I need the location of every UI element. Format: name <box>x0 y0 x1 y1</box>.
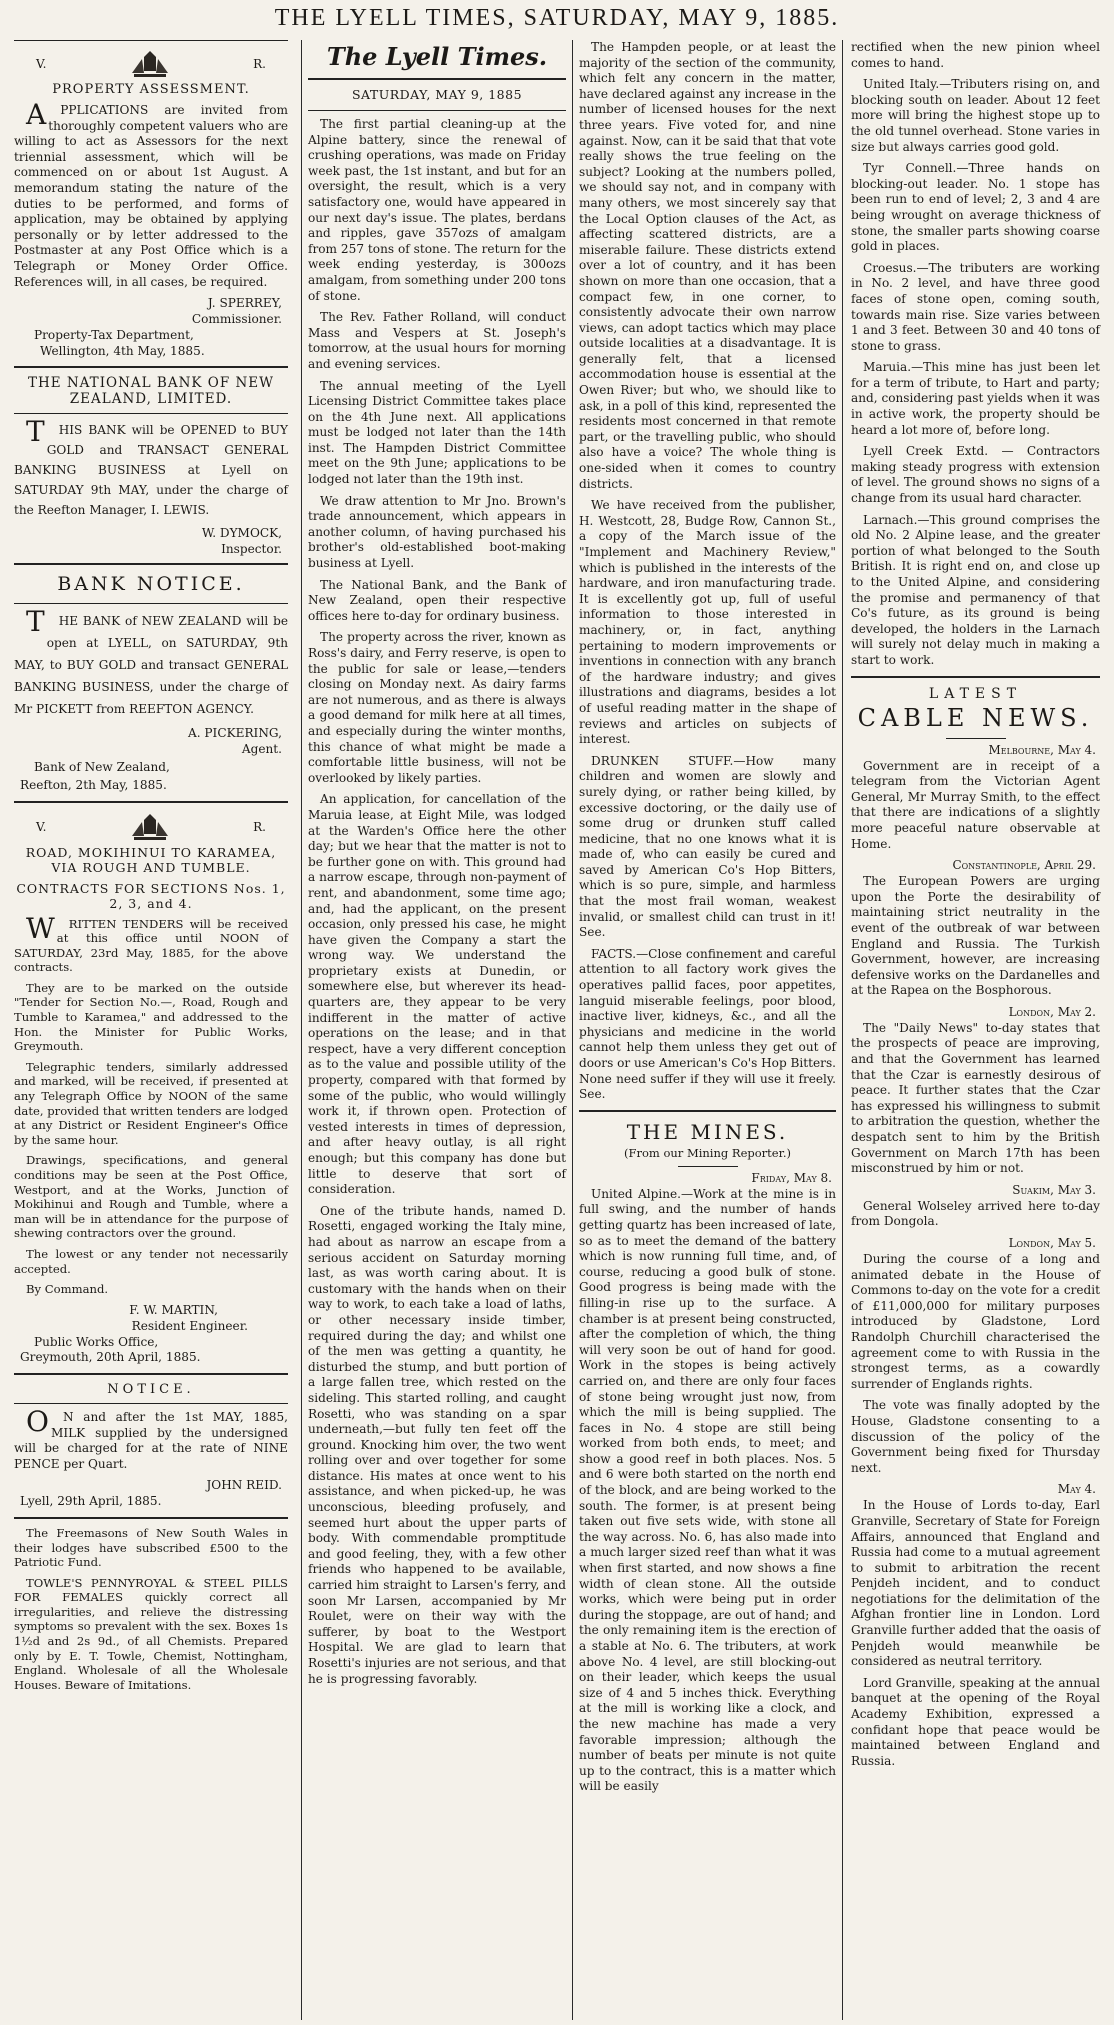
divider <box>14 1517 288 1519</box>
mines-heading: THE MINES. <box>626 1119 789 1144</box>
towle-advertisement: TOWLE'S PENNYROYAL & STEEL PILLS FOR FEMALES quickly correct all irregularities, and relieve the distressing symptoms so prevalent with the sex. Boxes 1s 1½d and 2s 9d., of all Chemists. Prepared only by E. T. Towle, Chemist, Nottingham, England. Wholesale of all the Wholesale Houses. Beware of Imitations. <box>14 1575 288 1692</box>
cable-london-vote: The vote was finally adopted by the House, Gladstone consenting to a discussion of the policy of the Government being fixed for Thursday next. <box>851 1398 1100 1475</box>
news-item-licensing: The annual meeting of the Lyell Licensing District Committee takes place on the 4th June next. All applications must be lodged not later than the 14th inst. The Hampden District Committee meet on the 9th June; applications to be lodged not later than the 19th inst. <box>308 378 566 487</box>
nbnz-signer-title: Inspector. <box>221 542 282 557</box>
news-item-alpine: The first partial cleaning-up at the Alpine battery, since the renewal of crushing operations, was made on Friday week past, the 1st instant, and but for an oversight, the result, which is a very satisfactory one, would have appeared in our next day's issue. The plates, berdans and ripples, gave 357ozs of amalgam from 257 tons of stone. The return for the week ending yesterday, is 300ozs amalgam, from something under 200 tons of stone. <box>308 117 566 303</box>
cable-news-heading: CABLE NEWS. <box>857 703 1094 732</box>
mines-croesus: Croesus.—The tributers are working in No. 2 level, and have three good faces of stone open, coming south, towards main rise. Size varies between 1 and 3 feet. Between 30 and 40 tons of stone to grass. <box>851 260 1100 353</box>
news-item-hampden: The Hampden people, or at least the majority of the section of the community, which felt any concern in the matter, have declared against any increase in the number of licensed houses for the next three years. Five voted for, and nine against. Now, can it be said that that vote really shows the true feeling on the subject? Looking at the numbers polled, we should say not, and in company with many others, we most sincerely say that the Local Option clauses of the Act, as affecting scattered districts, are a miserable failure. These districts extend over a lot of country, and it has been shown on more than one occasion, that a compact few, in one corner, to consistently advocate their own narrow views, can adopt tactics which may place outside localities at a disadvantage. It is generally felt, that a licensed accommodation house is essential at the Owen River; but who, we should like to ask, in a poll of this kind, represented the residents most concerned in that remote part, or the travelling public, who should also have a voice? The whole thing is one-sided when it comes to country districts. <box>579 40 836 491</box>
cable-date-suakim: Suakim, May 3. <box>1012 1182 1096 1197</box>
advert-facts: FACTS.—Close confinement and careful attention to all factory work gives the operatives pallid faces, poor appetites, languid miserable feelings, poor blood, inactive liver, kidneys, &c., and all the physicians and medicine in the world cannot help them unless they get out of doors or use American's Co's Hop Bitters. None need suffer if they will use it freely. See. <box>579 946 836 1102</box>
divider <box>678 1166 738 1167</box>
cable-date-constantinople: Constantinople, April 29. <box>952 858 1096 873</box>
property-date: Wellington, 4th May, 1885. <box>40 343 205 358</box>
column-news <box>572 40 842 2020</box>
notice-date: Lyell, 29th April, 1885. <box>20 1494 162 1509</box>
paper-title: The Lyell Times. <box>326 42 548 71</box>
cable-date-melbourne: Melbourne, May 4. <box>988 742 1096 757</box>
bank-notice-body: THE BANK of NEW ZEALAND will be open at LYELL, on SATURDAY, 9th MAY, to BUY GOLD and transact GENERAL BANKING BUSINESS, under the charge of Mr PICKETT from REEFTON AGENCY. <box>14 605 288 717</box>
road-p6: By Command. <box>26 1282 109 1297</box>
road-office: Public Works Office, <box>34 1334 159 1349</box>
property-assessment-body: APPLICATIONS are invited from thoroughly competent valuers who are willing to act as Assessors for the next triennial assessment, which will be commenced on or about 1st August. A memorandum stating the nature of the duties to be performed, and forms of application, may be obtained by applying personally or by letter addressed to the Postmaster at any Post Office which is a Telegraph or Money Order Office. References will, in all cases, be required. <box>14 98 288 289</box>
road-contracts: CONTRACTS FOR SECTIONS Nos. 1, 2, 3, and 4. <box>16 880 286 911</box>
divider <box>14 366 288 368</box>
vr-r: R. <box>253 819 266 834</box>
cable-lords: In the House of Lords to-day, Earl Granville, Secretary of State for Foreign Affairs, announced that England and Russia had come to a mutual agreement to submit to arbitration the recent Penjdeh incident, and to conduct negotiations for the delimitation of the Afghan frontier line in London. Lord Granville further added that the oasis of Penjdeh would meanwhile be considered as neutral territory. <box>851 1498 1100 1669</box>
notice-body: ON and after the 1st MAY, 1885, MILK supplied by the undersigned will be charged for at the rate of NINE PENCE per Quart. <box>14 1404 288 1471</box>
nbnz-signer: W. DYMOCK, <box>201 526 282 541</box>
property-assessment-heading: PROPERTY ASSESSMENT. <box>52 82 250 97</box>
cable-date-london-may5: London, May 5. <box>1008 1236 1096 1250</box>
mines-continued: rectified when the new pinion wheel comes to hand. <box>851 40 1100 70</box>
mines-larnach: Larnach.—This ground comprises the old No. 2 Alpine lease, and the greater portion of what belonged to the South British. It is right end on, and close up to the United Alpine, and considering the promise and permanency of that Co's future, as its ground is being developed, the holders in the Larnach will surely not delay much in making a start to work. <box>851 512 1100 667</box>
road-p3: Telegraphic tenders, similarly addressed and marked, will be received, if presented at any Telegraph Office by NOON of the same date, provided that written tenders are lodged at any District or Resident Engineer's Office by the same hour. <box>14 1059 288 1147</box>
vr-r: R. <box>253 57 266 71</box>
mines-united-italy: United Italy.—Tributers rising on, and blocking south on leader. About 12 feet more will bring the highest stope up to the old tunnel overhead. Stone varies in size but always carries good gold. <box>851 77 1100 154</box>
nbnz-heading: THE NATIONAL BANK OF NEW ZEALAND, LIMITED. <box>27 375 275 408</box>
road-date: Greymouth, 20th April, 1885. <box>20 1350 201 1365</box>
advert-drunken-stuff: DRUNKEN STUFF.—How many children and women are slowly and surely dying, or rather being killed, by excessive doctoring, or the daily use of some drug or drunken stuff called medicine, that no one knows what it is made of, who can easily be cured and saved by American Co's Hop Bitters, which is so pure, simple, and harmless that the most frail woman, weakest invalid, or smallest child can trust in it! See. <box>579 753 836 940</box>
divider <box>14 413 288 414</box>
mines-subheading: (From our Mining Reporter.) <box>624 1145 791 1160</box>
divider <box>308 110 566 111</box>
divider <box>14 1403 288 1404</box>
road-signer: F. W. MARTIN, <box>129 1302 218 1317</box>
mines-united-alpine: United Alpine.—Work at the mine is in full swing, and the number of hands getting quartz has been increased of late, so as to meet the demand of the battery which is now running full time, and, of course, reducing a good bulk of stone. Good progress is being made with the filling-in rise up to the surface. A chamber is at present being constructed, after the completion of which, the thing will very soon be out of hand for good. Work in the stopes is being actively carried on, and there are only four faces of stone being wrought just now, from which the mill is being supplied. The faces in No. 4 stope are still being worked from both ends, to meet; and show a good reef in both places. Nos. 5 and 6 were both started on the north end of the block, and are being worked to the south. The former, is at present being taken out five sets wide, with stone all the way across. No. 6, has also made into a much larger sized reef than what it was when first started, and now shows a fine width of clean stone. All the outside works, which were being put in order during the stoppage, are out of hand; and the only remaining item is the erection of a stable at No. 6. The tributers, at work above No. 4 level, are still blocking-out on their leader, which keeps the usual size of 4 and 5 inches thick. Everything at the mill is working like a clock, and the new machine has made a very favorable impression; although the number of beats per minute is not quite up to the contract, this is a matter which will be easily <box>579 1186 836 1794</box>
bank-notice-signer-title: Agent. <box>241 742 282 757</box>
road-p2: They are to be marked on the outside "Tender for Section No.—, Road, Rough and Tumble to Karamea," and addressed to the Hon. the Minister for Public Works, Greymouth. <box>14 980 288 1054</box>
road-p4: Drawings, specifications, and general conditions may be seen at the Post Office, Westport, and at the Works, Junction of Mokihinui and Rough and Tumble, where a man will be in attendance for the purpose of shewing contractors over the ground. <box>14 1153 288 1241</box>
divider <box>14 603 288 604</box>
mines-lyell-creek: Lyell Creek Extd. — Contractors making steady progress with extension of level. The ground shows no signs of a change from its usual hard character. <box>851 444 1100 506</box>
road-p5: The lowest or any tender not necessarily accepted. <box>14 1246 288 1276</box>
freemasons-paragraph: The Freemasons of New South Wales in their lodges have subscribed £500 to the Patriotic Fund. <box>14 1525 288 1570</box>
divider <box>851 676 1100 678</box>
cable-suakim: General Wolseley arrived here to-day from Dongola. <box>851 1198 1100 1229</box>
road-p1: WRITTEN TENDERS will be received at this office until NOON of SATURDAY, 23rd May, 1885, for the above contracts. <box>14 911 288 975</box>
mines-maruia: Maruia.—This mine has just been let for a term of tribute, to Hart and party; and, considering past yields when it was in active work, the property should be heard a lot more of, before long. <box>851 360 1100 437</box>
news-item-dairy: The property across the river, known as Ross's dairy, and Ferry reserve, is open to the public for sale or lease,—tenders closing on Monday next. As dairy farms are not numerous, and as there is always a good demand for milk here at all times, and especially during the winter months, this chance of what might be made a comfortable little business, will not be overlooked by likely parties. <box>308 630 566 785</box>
bank-notice-bank: Bank of New Zealand, <box>34 760 170 775</box>
cable-date-london-may2: London, May 2. <box>1008 1004 1096 1019</box>
news-item-rosetti: One of the tribute hands, named D. Rosetti, engaged working the Italy mine, had about as narrow an escape from a serious accident on Saturday morning last, as was worth caring about. It is customary with the hands when on their way to work, to each take a load of laths, or other necessary inside timber, required during the day; and whilst one of the men was getting a quantity, he disturbed the stump, and butt portion of a large fallen tree, which rested on the sideling. This started rolling, and caught Rosetti, who was standing on a spar underneath,—but fully ten feet off the ground. Knocking him over, the two went rolling over and over together for some distance. His mates at once went to his assistance, and when picked-up, he was unconscious, bleeding profusely, and seemed hurt about the upper parts of body. With commendable promptitude and good feeling, they, with a few other friends who happened to be available, carried him straight to Larsen's ferry, and soon Mr Larsen, accompanied by Mr Roulet, were on their way with the sufferer, by boat to the Westport Hospital. We are glad to learn that Rosetti's injuries are not serious, and that he is progressing favorably. <box>308 1203 566 1686</box>
road-signer-title: Resident Engineer. <box>131 1318 248 1333</box>
cable-london-daily-news: The "Daily News" to-day states that the prospects of peace are improving, and that the Government has learned that the Czar is earnestly desirous of peace. It further states that the Czar has expressed his willingness to submit to arbitration the question, whether the despatch sent to him by the British Government on March 17th has been misconstrued by him or not. <box>851 1020 1100 1176</box>
notice-heading: NOTICE. <box>107 1381 195 1397</box>
column-editorial <box>301 40 572 2020</box>
news-item-banks: The National Bank, and the Bank of New Zealand, open their respective offices here to-day for ordinary business. <box>308 577 566 623</box>
property-dept: Property-Tax Department, <box>34 328 194 343</box>
divider <box>14 563 288 565</box>
vr-v: V. <box>36 57 47 71</box>
news-item-review: We have received from the publisher, H. Westcott, 28, Budge Row, Cannon St., a copy of the March issue of the "Implement and Machinery Review," which is published in the interests of the hardware, and iron manufacturing trade. It is excellently got up, full of useful information to those interested in machinery, or, in fact, anything pertaining to modern improvements or inventions in connection with any branch of the hardware industry; and gives illustrations and diagrams, besides a lot of useful reading matter in the shape of reviews and articles on subjects of interest. <box>579 498 836 747</box>
royal-arms-line <box>14 47 288 79</box>
nbnz-body: THIS BANK will be OPENED to BUY GOLD and TRANSACT GENERAL BANKING BUSINESS at Lyell on SATURDAY 9th MAY, under the charge of the Reefton Manager, I. LEWIS. <box>14 415 288 518</box>
royal-crest-icon <box>128 812 172 842</box>
news-item-mass: The Rev. Father Rolland, will conduct Mass and Vespers at St. Joseph's tomorrow, at the usual hours for morning and evening services. <box>308 310 566 371</box>
column-advertisements <box>14 40 294 2020</box>
vr-v: V. <box>36 819 47 834</box>
royal-arms-line <box>14 810 288 842</box>
mines-tyr-connell: Tyr Connell.—Three hands on blocking-out leader. No. 1 stope has been run to end of level; 2, 3 and 4 are being wrought on average thickness of stone, the smaller parts showing coarse gold in places. <box>851 161 1100 254</box>
divider <box>579 1110 836 1112</box>
notice-signer: JOHN REID. <box>206 1478 282 1493</box>
news-item-maruia: An application, for cancellation of the Maruia lease, at Eight Mile, was lodged at the Warden's Office here the other day; but we hear that the matter is not to be further gone on with. This ground had a narrow escape, through non-payment of rent, and abandonment, some time ago; and, had the applicant, on the present occasion, only pressed his case, he might have given the Company a start the wrong way. We understand the proprietary exists at Dunedin, or somewhere else, but wherever its head-quarters are, they appear to be very indifferent in the matter of active operations on the lease; and in that respect, have a very different conception as to the value and possible utility of the property, compared with that formed by some of the public, who would willingly work it, if thrown open. Protection of vested interests in times of depression, and after heavy outlay, is all right enough; but this company has done but little to deserve that sort of consideration. <box>308 792 566 1197</box>
property-signer: J. SPERREY, <box>207 296 282 311</box>
property-signer-title: Commissioner. <box>191 312 282 327</box>
news-item-brown: We draw attention to Mr Jno. Brown's trade announcement, which appears in another column, of having purchased his brother's old-established boot-making business at Lyell. <box>308 493 566 571</box>
divider <box>946 738 1006 739</box>
bank-notice-heading: BANK NOTICE. <box>57 573 245 596</box>
column-mines-cable <box>842 40 1104 2020</box>
masthead: THE LYELL TIMES, SATURDAY, MAY 9, 1885. <box>274 4 840 31</box>
cable-melbourne: Government are in receipt of a telegram from the Victorian Agent General, Mr Murray Smith, to the effect that there are indications of a slightly more peaceful nature observable at Home. <box>851 758 1100 851</box>
royal-crest-icon <box>128 49 172 79</box>
divider <box>14 1373 288 1375</box>
cable-granville-banquet: Lord Granville, speaking at the annual banquet at the opening of the Royal Academy Exhibition, expressed a confidant hope that peace would be maintained between England and Russia. <box>851 1675 1100 1768</box>
cable-date-may4: May 4. <box>1057 1482 1096 1497</box>
divider <box>14 40 288 41</box>
divider <box>14 801 288 803</box>
cable-london-commons: During the course of a long and animated debate in the House of Commons to-day on the vote for a credit of £11,000,000 for military purposes introduced by Gladstone, Lord Randolph Churchill characterised the agreement come to with Russia in the strongest terms, as a cowardly surrender of Englands rights. <box>851 1252 1100 1391</box>
road-heading: ROAD, MOKIHINUI TO KARAMEA, VIA ROUGH AND TUMBLE. <box>25 844 277 875</box>
divider <box>308 78 566 80</box>
cable-constantinople: The European Powers are urging upon the Porte the desirability of maintaining strict neutrality in the event of the outbreak of war between England and Russia. The Turkish Government, however, are increasing defensive works on the Dardanelles and at the Rapea on the Bosphorous. <box>851 874 1100 998</box>
bank-notice-signer: A. PICKERING, <box>188 726 282 741</box>
bank-notice-date: Reefton, 2th May, 1885. <box>20 777 167 792</box>
latest-heading: LATEST <box>928 685 1023 702</box>
mines-date: Friday, May 8. <box>751 1170 832 1185</box>
editorial-dateline: SATURDAY, MAY 9, 1885 <box>351 87 523 102</box>
